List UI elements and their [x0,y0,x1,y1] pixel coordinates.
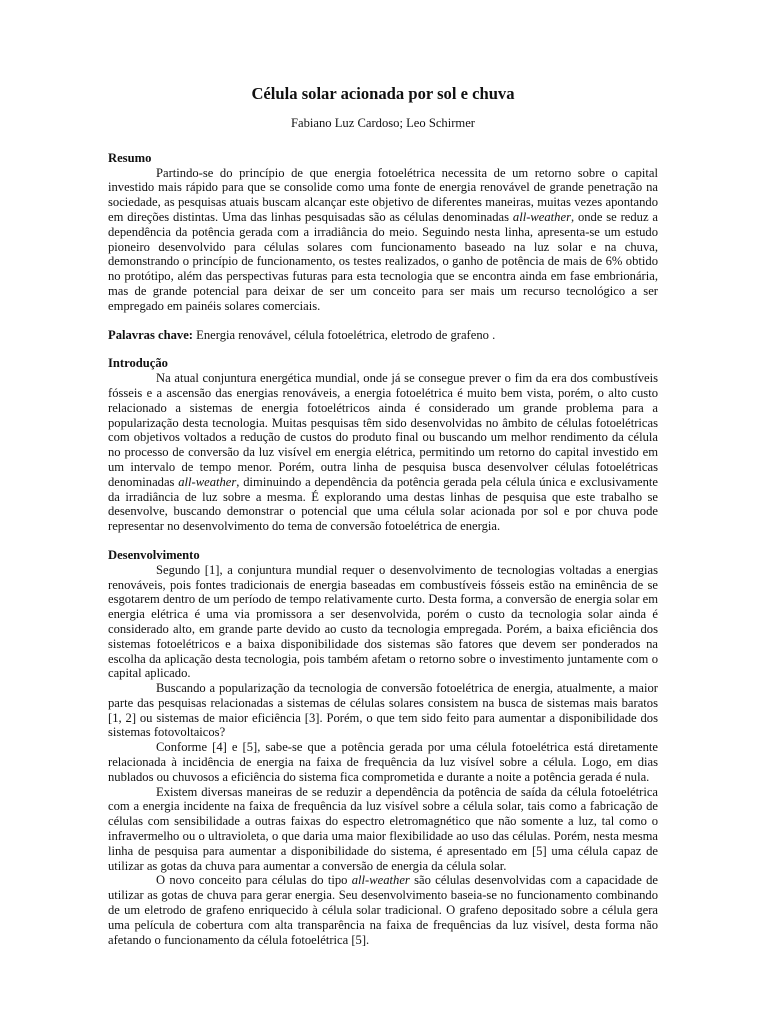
development-paragraph-2: Buscando a popularização da tecnologia de conversão fotoelétrica de energia, atualmente, a maior parte das pesquisas relacionadas a sistemas de células solares consistem na busca de sistemas mais baratos [1, 2] ou sistemas de maior eficiência [3]. Porém, o que tem sido feito para aumentar a disponibilidade dos sistemas fotovoltaicos? [108,681,658,740]
intro-text-a: Na atual conjuntura energética mundial, onde já se consegue prever o fim da era dos combustíveis fósseis e a ascensão das energias renováveis, a energia fotoelétrica é muito bem vista, porém, o alto custo relacionado a sistemas de energia fotoelétricos ainda é considerado um grande problema para a popularização desta tecnologia. Muitas pesquisas têm sido desenvolvidas no âmbito de células fotoelétricas com objetivos voltados a redução de custos do produto final ou buscando um melhor rendimento da célula no processo de conversão da luz visível em energia elétrica, permitindo um retorno do capital investido em um intervalo de tempo menor. Porém, outra linha de pesquisa busca desenvolver células fotoelétricas denominadas [108,371,658,489]
paper-title: Célula solar acionada por sol e chuva [251,84,515,103]
development-paragraph-4: Existem diversas maneiras de se reduzir a dependência da potência de saída da célula fotoelétrica com a energia incidente na faixa de frequência da luz visível sobre a célula solar, tais como a fabricação de células com sensibilidade a outras faixas do espectro eletromagnético que não somente a luz, tal como o infravermelho ou o ultravioleta, o que daria uma maior flexibilidade ao uso das células. Porém, nesta mesma linha de pesquisa para aumentar a disponibilidade do sistema, é apresentado em [5] uma célula capaz de utilizar as gotas da chuva para aumentar a conversão de energia da célula solar. [108,784,658,873]
abstract-section [108,151,658,314]
dev-p5-emphasis: all-weather [351,873,410,888]
introduction-section [108,356,658,534]
abstract-text-a: Partindo-se do princípio de que energia fotoelétrica necessita de um retorno sobre o capital investido mais rápido para que se consolide como uma fonte de energia renovável de grande penetração na sociedade, as pesquisas atuais buscam alcançar este objetivo de diferentes maneiras, muitas vezes apontando em direções distintas. Uma das linhas pesquisadas são as células denominadas [108,165,658,224]
paper-page [108,84,658,961]
abstract-heading: Resumo [108,150,152,165]
intro-emphasis: all-weather [178,474,237,489]
paper-authors: Fabiano Luz Cardoso; Leo Schirmer [291,116,475,130]
keywords-line [108,328,658,343]
abstract-text-b: , onde se reduz a dependência da potência gerada com a irradiância do meio. Seguindo nesta linha, apresenta-se um estudo pioneiro desenvolvido para células solares com funcionamento baseado na luz solar e na chuva, demonstrando o princípio de funcionamento, os testes realizados, o ganho de potência de mais de 6% obtido no protótipo, além das perspectivas futuras para esta tecnologia que se encontra ainda em fase embrionária, mas de grande potencial para deixar de ser um conceito para ser mais um recurso tecnológico a ser empregado em painéis solares comerciais. [108,209,658,313]
development-section [108,548,658,948]
keywords-text: Energia renovável, célula fotoelétrica, eletrodo de grafeno . [193,327,496,342]
development-paragraph-5 [108,873,658,947]
keywords-label: Palavras chave: [108,327,193,342]
development-paragraph-3: Conforme [4] e [5], sabe-se que a potência gerada por uma célula fotoelétrica está diretamente relacionada à incidência de energia na faixa de frequência da luz visível sobre a célula. Logo, em dias nublados ou chuvosos a eficiência do sistema fica comprometida e durante a noite a potência gerada é nula. [108,740,658,784]
introduction-heading: Introdução [108,356,168,371]
dev-p5-text-a: O novo conceito para células do tipo [156,873,352,888]
abstract-emphasis: all-weather [512,209,571,224]
intro-text-b: , diminuindo a dependência da potência gerada pela célula única e exclusivamente da irradiância de luz sobre a mesma. É explorando uma destas linhas de pesquisa que este trabalho se desenvolve, buscando demonstrar o potencial que uma célula solar acionada por sol e por chuva pode representar no desenvolvimento do tema de conversão fotoelétrica de energia. [108,474,658,534]
abstract-paragraph [108,166,658,314]
introduction-paragraph [108,371,658,534]
development-heading: Desenvolvimento [108,547,200,562]
development-paragraph-1: Segundo [1], a conjuntura mundial requer o desenvolvimento de tecnologias voltadas a energias renováveis, pois fontes tradicionais de energia baseadas em combustíveis fósseis estão na eminência de se esgotarem dentro de um período de tempo relativamente curto. Desta forma, a conversão de energia solar em energia elétrica é uma via promissora a ser desenvolvida, porém o custo da tecnologia solar ainda é considerado alto, em grande parte devido ao custo da tecnologia empregada. Porém, a baixa eficiência dos sistemas fotoelétricos e a baixa disponibilidade dos sistemas são fatores que devem ser ponderados na escolha da aplicação desta tecnologia, pois também afetam o retorno sobre o investimento juntamente com o capital aplicado. [108,562,658,681]
dev-p5-text-b: são células desenvolvidas com a capacidade de utilizar as gotas de chuva para gerar energia. Seu desenvolvimento baseia-se no funcionamento combinando de um eletrodo de grafeno enriquecido à célula solar tradicional. O grafeno depositado sobre a célula gera uma película de cobertura com alta transparência na faixa de frequências da luz visível, desta forma não afetando o funcionamento da célula fotoelétrica [5]. [108,873,658,947]
